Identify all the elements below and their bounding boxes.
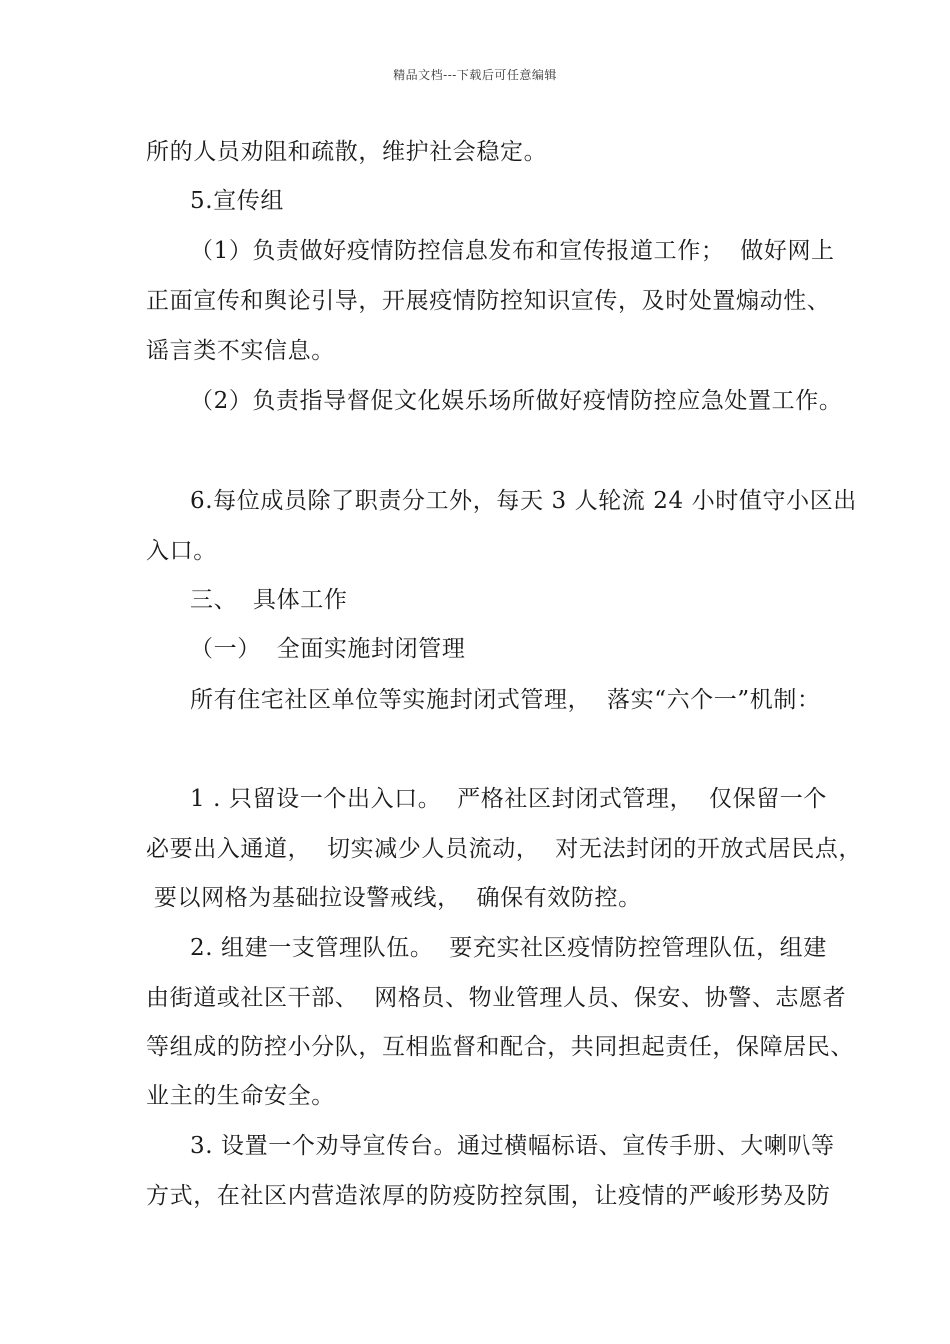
text-line: 等组成的防控小分队，互相监督和配合，共同担起责任，保障居民、 [146,1034,854,1060]
text-line: 谣言类不实信息。 [146,338,335,364]
text-line: 方式，在社区内营造浓厚的防疫防控氛围，让疫情的严峻形势及防 [146,1183,831,1209]
text-line: 正面宣传和舆论引导，开展疫情防控知识宣传，及时处置煽动性、 [146,288,831,314]
text-line: 由街道或社区干部、 网格员、物业管理人员、保安、协警、志愿者 [146,985,847,1011]
text-line: 2. 组建一支管理队伍。 要充实社区疫情防控管理队伍，组建 [190,935,827,961]
text-line: 要以网格为基础拉设警戒线， 确保有效防控。 [146,885,642,911]
page-header: 精品文档---下载后可任意编辑 [393,68,557,82]
text-line: 必要出入通道， 切实减少人员流动， 对无法封闭的开放式居民点， [146,836,863,862]
text-line: 所有住宅社区单位等实施封闭式管理， 落实“六个一”机制： [190,687,821,713]
text-line: 6.每位成员除了职责分工外，每天 3 人轮流 24 小时值守小区出 [190,488,857,514]
section-heading: 5.宣传组 [190,188,284,214]
text-line: （2）负责指导督促文化娱乐场所做好疫情防控应急处置工作。 [190,388,843,414]
subsection-heading: （一） 全面实施封闭管理 [190,636,466,662]
text-line: （1）负责做好疫情防控信息发布和宣传报道工作； 做好网上 [190,238,835,264]
section-heading: 三、 具体工作 [190,587,348,613]
text-line: 业主的生命安全。 [146,1083,335,1109]
text-line: 所的人员劝阻和疏散，维护社会稳定。 [146,139,548,165]
text-line: 入口。 [146,538,217,564]
text-line: 1 . 只留设一个出入口。 严格社区封闭式管理， 仅保留一个 [190,786,828,812]
text-line: 3. 设置一个劝导宣传台。通过横幅标语、宣传手册、大喇叭等 [190,1133,835,1159]
